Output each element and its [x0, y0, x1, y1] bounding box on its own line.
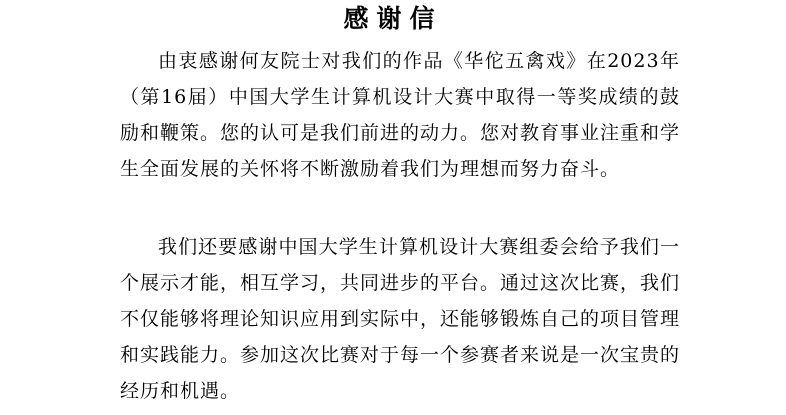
- paragraph-gratitude-committee: 我们还要感谢中国大学生计算机设计大赛组委会给予我们一个展示才能，相互学习，共同进步的平台。通过这次比赛，我们不仅能够将理论知识应用到实际中，还能够锻炼自己的项目管理和实践能力。参加这次比赛对于每一个参赛者来说是一次宝贵的经历和机遇。: [120, 236, 681, 402]
- paragraph-gratitude-academician: 由衷感谢何友院士对我们的作品《华佗五禽戏》在2023年（第16届）中国大学生计算机设计大赛中取得一等奖成绩的鼓励和鞭策。您的认可是我们前进的动力。您对教育事业注重和学生全面发展的关怀将不断激励着我们为理想而努力奋斗。: [120, 50, 681, 180]
- letter-title: 感谢信: [343, 4, 443, 33]
